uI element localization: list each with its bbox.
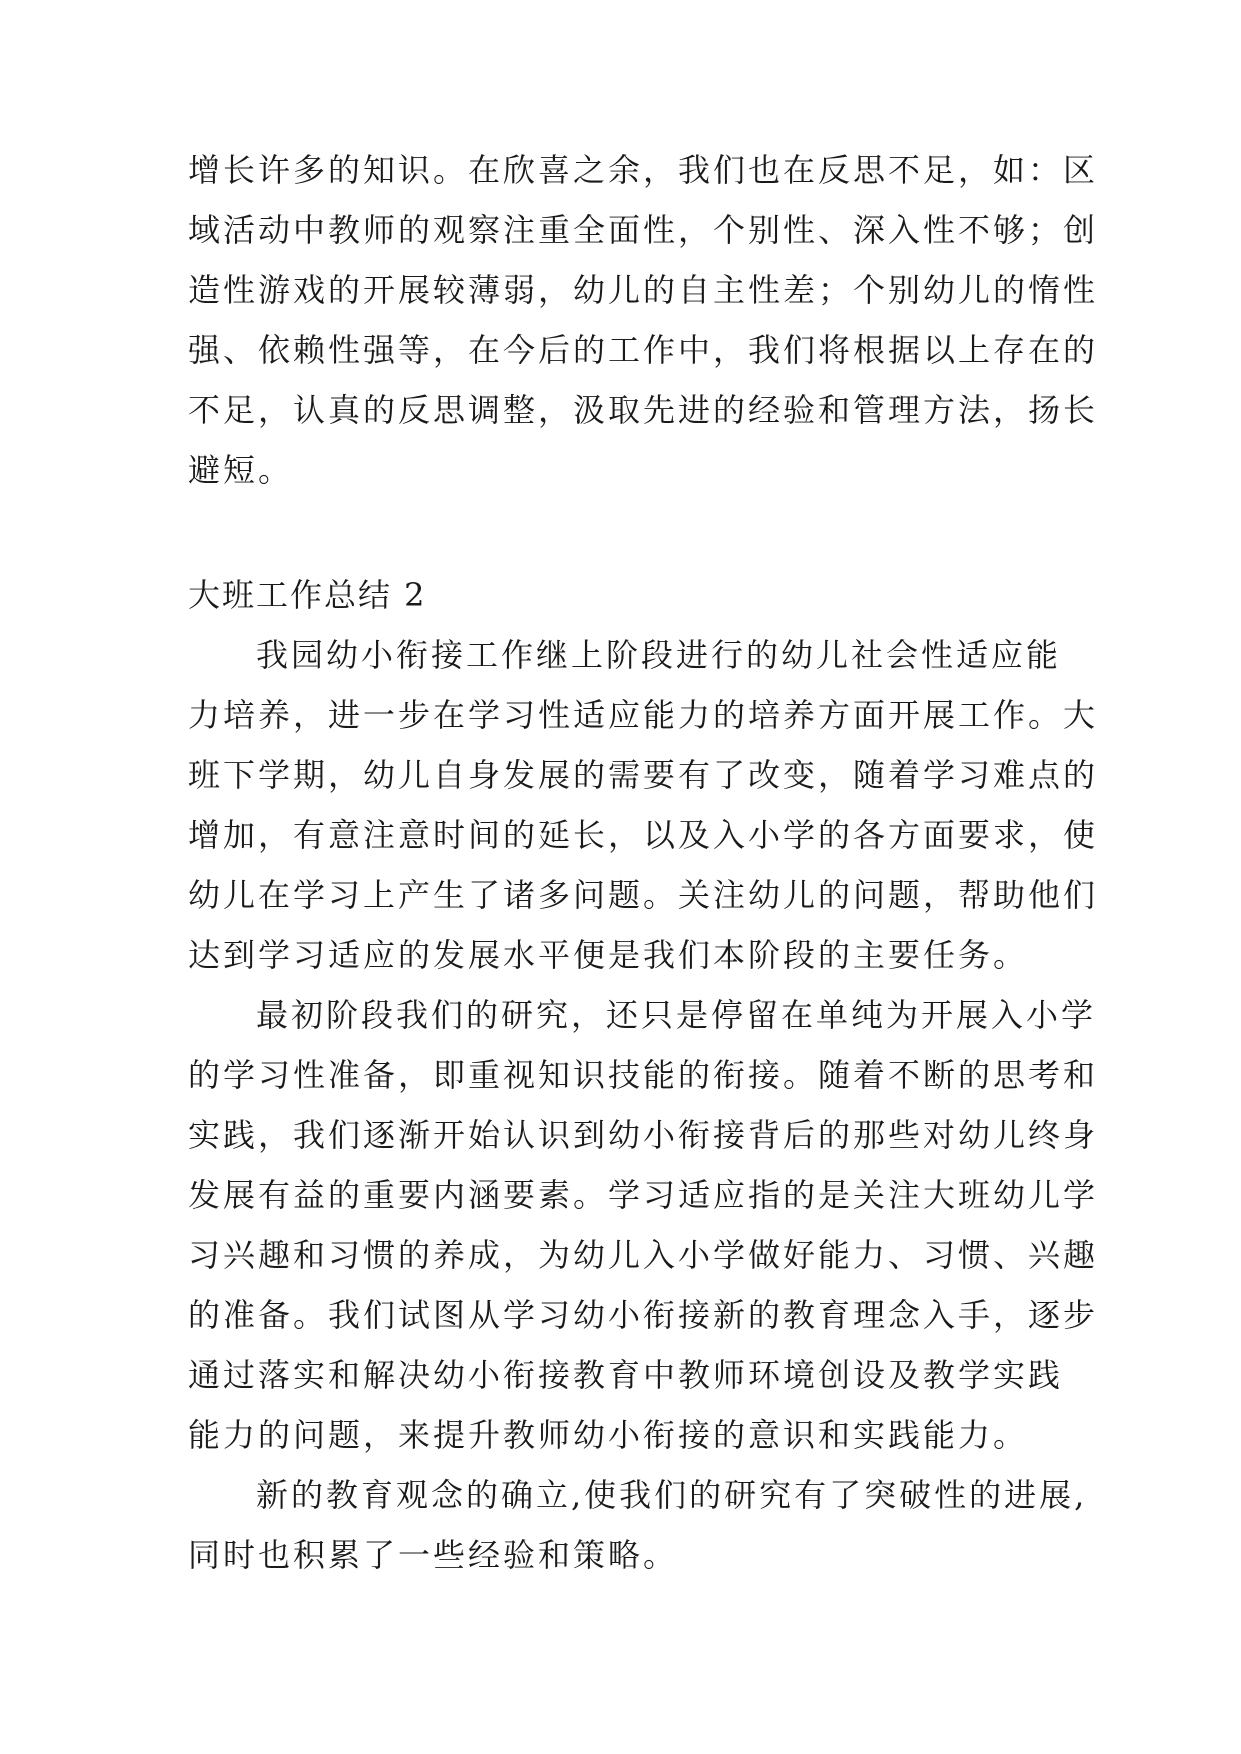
paragraph-line: 能力的问题，来提升教师幼小衔接的意识和实践能力。 xyxy=(188,1416,1029,1454)
paragraph-line: 的准备。我们试图从学习幼小衔接新的教育理念入手，逐步 xyxy=(188,1296,1099,1334)
paragraph-line: 增长许多的知识。在欣喜之余，我们也在反思不足，如：区 xyxy=(188,151,1099,189)
paragraph-line: 同时也积累了一些经验和策略。 xyxy=(188,1536,679,1574)
paragraph-line: 通过落实和解决幼小衔接教育中教师环境创设及教学实践 xyxy=(188,1356,1064,1394)
continuation-paragraph xyxy=(188,140,1099,500)
body-paragraph-3 xyxy=(188,1465,1088,1585)
section-title-text: 大班工作总结 2 xyxy=(188,576,427,614)
paragraph-line: 增加，有意注意时间的延长，以及入小学的各方面要求，使 xyxy=(188,816,1099,854)
paragraph-line: 强、依赖性强等，在今后的工作中，我们将根据以上存在的 xyxy=(188,331,1099,369)
paragraph-line: 域活动中教师的观察注重全面性，个别性、深入性不够；创 xyxy=(188,211,1099,249)
paragraph-line: 幼儿在学习上产生了诸多问题。关注幼儿的问题，帮助他们 xyxy=(188,876,1099,914)
paragraph-line: 新的教育观念的确立,使我们的研究有了突破性的进展, xyxy=(256,1476,1088,1514)
paragraph-line: 班下学期，幼儿自身发展的需要有了改变，随着学习难点的 xyxy=(188,756,1099,794)
paragraph-line: 习兴趣和习惯的养成，为幼儿入小学做好能力、习惯、兴趣 xyxy=(188,1236,1099,1274)
paragraph-line: 最初阶段我们的研究，还只是停留在单纯为开展入小学 xyxy=(256,996,1097,1034)
paragraph-line: 达到学习适应的发展水平便是我们本阶段的主要任务。 xyxy=(188,936,1029,974)
paragraph-line: 造性游戏的开展较薄弱，幼儿的自主性差；个别幼儿的惰性 xyxy=(188,271,1099,309)
paragraph-line: 发展有益的重要内涵要素。学习适应指的是关注大班幼儿学 xyxy=(188,1176,1099,1214)
body-paragraph-1 xyxy=(188,625,1099,985)
paragraph-line: 我园幼小衔接工作继上阶段进行的幼儿社会性适应能 xyxy=(256,636,1062,674)
paragraph-line: 不足，认真的反思调整，汲取先进的经验和管理方法，扬长 xyxy=(188,391,1099,429)
paragraph-line: 力培养，进一步在学习性适应能力的培养方面开展工作。大 xyxy=(188,696,1099,734)
paragraph-line: 避短。 xyxy=(188,451,294,489)
paragraph-line: 的学习性准备，即重视知识技能的衔接。随着不断的思考和 xyxy=(188,1056,1099,1094)
paragraph-line: 实践，我们逐渐开始认识到幼小衔接背后的那些对幼儿终身 xyxy=(188,1116,1099,1154)
body-paragraph-2 xyxy=(188,985,1099,1465)
section-title xyxy=(188,565,1056,625)
